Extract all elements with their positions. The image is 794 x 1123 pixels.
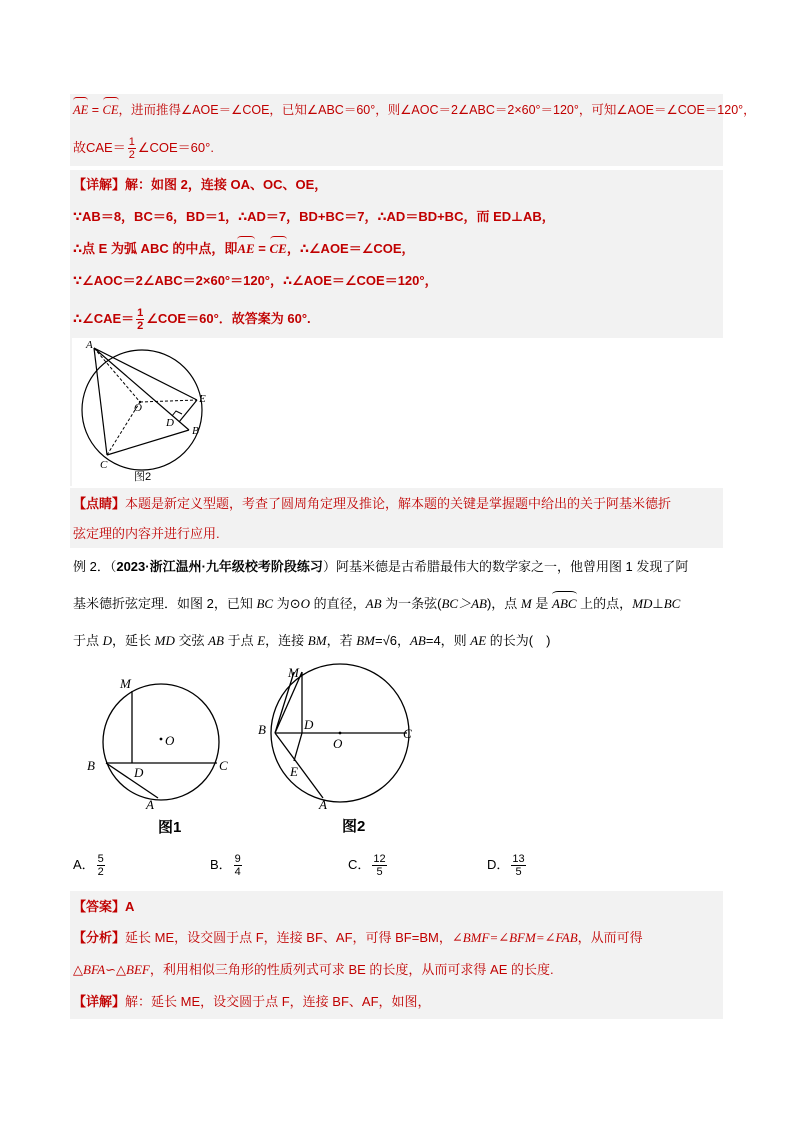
analysis-tag: 【分析】 — [73, 930, 126, 945]
figure-2 — [256, 659, 422, 837]
detail-line-3: ∴点 E 为弧 ABC 的中点，即AE = CE，∴∠AOE＝∠COE， — [73, 239, 415, 259]
example2-line-3: 于点 D，延长 MD 交弦 AB 于点 E，连接 BM，若 BM=√6，AB=4，则 AE 的长为( ) — [73, 633, 551, 648]
label-a: A — [319, 797, 327, 812]
detail2-tag: 【详解】 — [73, 994, 126, 1009]
arc-abc: ABC — [552, 594, 577, 614]
analysis2-line-2: △BFA∽△BEF，利用相似三角形的性质列式可求 BE 的长度，从而可求得 AE 的长度. — [73, 962, 554, 977]
detail-line-4: ∵∠AOC＝2∠ABC＝2×60°＝120°，∴∠AOE＝∠COE＝120°， — [73, 273, 438, 288]
label-o: O — [333, 736, 343, 751]
label-e: E — [290, 764, 298, 779]
label-b: B — [258, 722, 266, 737]
label-b: B — [192, 425, 199, 437]
label-b: B — [87, 758, 95, 773]
detail-tag: 【详解】 — [73, 177, 126, 192]
fraction-half: $\frac{1}{2}$ — [128, 136, 135, 161]
option-c[interactable]: C． $\frac{12}{5}$ — [348, 853, 386, 878]
label-o: O — [165, 733, 175, 748]
option-b[interactable]: B． $\frac{9}{4}$ — [210, 853, 241, 878]
label-d: D — [304, 717, 314, 732]
figure-1 — [84, 666, 244, 842]
detail2-line-1: 【详解】解：延长 ME，设交圆于点 F，连接 BF、AF，如图， — [73, 994, 431, 1009]
figure-caption: 图1 — [158, 819, 182, 836]
sqrt-six: √6 — [382, 633, 397, 648]
detail-line-5: ∴∠CAE＝ $\frac{1}{2}$ ∠COE＝60°．故答案为 60°. — [73, 307, 311, 332]
example2-line-2: 基米德折弦定理．如图 2，已知 BC 为⊙O 的直径，AB 为一条弦(BC＞AB)，点 M 是 ABC 上的点，MD⊥BC — [73, 594, 680, 614]
analysis2-line-1: 【分析】延长 ME，设交圆于点 F，连接 BF、AF，可得 BF=BM，∠BMF=∠BFM=∠FAB，从而可得 — [73, 930, 643, 945]
label-m: M — [120, 676, 131, 691]
label-d: D — [166, 417, 174, 429]
comment-line-1: 【点睛】本题是新定义型题，考查了圆周角定理及推论，解本题的关键是掌握题中给出的关于阿基米德折 — [73, 496, 672, 511]
answer-value: A — [125, 899, 135, 914]
answer-tag: 【答案】 — [73, 899, 126, 914]
detail-line-2: ∵AB＝8，BC＝6，BD＝1，∴AD＝7，BD+BC＝7，∴AD＝BD+BC，而 ED⊥AB， — [73, 209, 555, 224]
figure-caption: 图2 — [134, 471, 152, 483]
label-c: C — [403, 726, 412, 741]
option-a[interactable]: A． $\frac{5}{2}$ — [73, 853, 104, 878]
label-e: E — [199, 393, 206, 405]
answer-line — [73, 897, 134, 917]
example2-line-1: 例 2．（2023·浙江温州·九年级校考阶段练习）阿基米德是古希腊最伟大的数学家之一，他曾用图 1 发现了阿 — [73, 559, 689, 574]
detail-line-1: 【详解】解：如图 2，连接 OA、OC、OE， — [73, 177, 328, 192]
label-m: M — [288, 665, 299, 680]
label-a: A — [86, 339, 93, 351]
figure-2-top — [72, 338, 212, 486]
arc-ce: CE — [103, 100, 119, 120]
figure-caption: 图2 — [342, 818, 366, 835]
analysis-line-1: AE = CE，进而推得∠AOE＝∠COE，已知∠ABC＝60°，则∠AOC＝2∠ABC＝2×60°＝120°，可知∠AOE＝∠COE＝120°， — [73, 100, 756, 120]
label-d: D — [134, 765, 144, 780]
arc-ae: AE — [73, 100, 88, 120]
label-c: C — [219, 758, 228, 773]
label-o: O — [134, 402, 142, 414]
analysis-line-2: 故CAE＝ $\frac{1}{2}$ ∠COE＝60°. — [73, 136, 214, 161]
comment-tag: 【点睛】 — [73, 496, 126, 511]
comment-line-2: 弦定理的内容并进行应用. — [73, 526, 220, 541]
label-c: C — [100, 459, 108, 471]
label-a: A — [146, 797, 154, 812]
fraction-half: $\frac{1}{2}$ — [137, 307, 144, 332]
option-d[interactable]: D． $\frac{13}{5}$ — [487, 853, 525, 878]
